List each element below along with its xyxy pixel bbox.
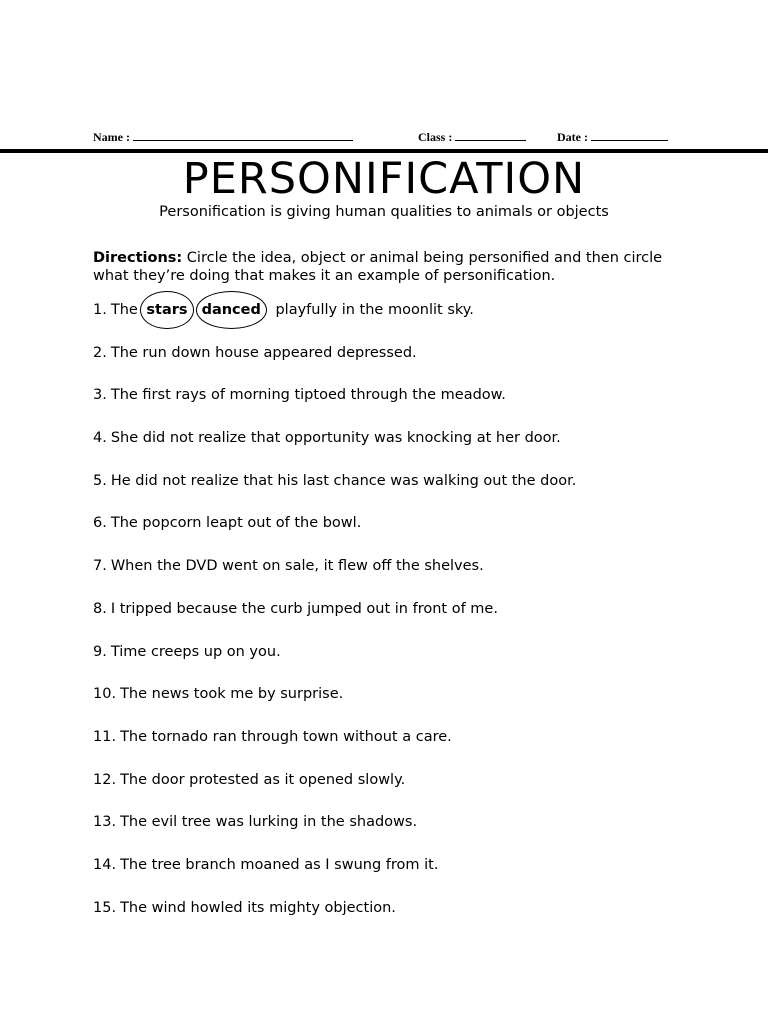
name-blank [133,129,353,141]
item-sentence: The tree branch moaned as I swung from it. [120,856,439,873]
item-number: 1. [93,302,107,318]
example-before-text: The [110,302,138,318]
list-item [93,684,733,727]
item-number: 3. [93,387,107,404]
name-label: Name : [93,130,130,144]
item-number: 2. [93,344,107,361]
item-sentence: The wind howled its mighty objection. [120,899,396,916]
item-number: 9. [93,643,107,660]
list-item [93,556,733,599]
directions [93,249,683,285]
item-sentence: He did not realize that his last chance was walking out the door. [110,472,577,489]
item-sentence: The tornado ran through town without a care. [120,728,452,745]
list-item [93,385,733,428]
student-info-header [93,129,768,145]
item-number: 11. [93,728,117,745]
page-title: PERSONIFICATION [182,154,586,204]
directions-text: Circle the idea, object or animal being personified and then circle what they’re doing that makes it an example of personification. [93,250,663,284]
item-number: 10. [93,686,117,703]
class-label: Class : [418,130,453,144]
class-blank [455,129,526,141]
item-number: 13. [93,814,117,831]
list-item [93,343,733,386]
date-blank [591,129,668,141]
exercise-list [93,300,733,940]
item-sentence: The first rays of morning tiptoed through the meadow. [110,387,506,404]
circled-word-subject [142,300,191,320]
list-item [93,855,733,898]
definition-text: Personification is giving human qualities to animals or objects [159,204,609,220]
circle-mark [196,291,267,329]
item-number: 5. [93,472,107,489]
item-sentence: I tripped because the curb jumped out in front of me. [110,600,498,617]
item-number: 15. [93,899,117,916]
circled-word-action [198,300,265,320]
item-number: 4. [93,430,107,447]
item-sentence: The popcorn leapt out of the bowl. [110,515,362,532]
list-item [93,812,733,855]
example-after-text: playfully in the moonlit sky. [275,302,474,318]
list-item [93,513,733,556]
list-item [93,428,733,471]
directions-label: Directions: [93,250,183,266]
item-number: 8. [93,600,107,617]
list-item [93,599,733,642]
item-sentence: When the DVD went on sale, it flew off the shelves. [110,558,484,575]
item-sentence: The evil tree was lurking in the shadows. [120,814,418,831]
circle-mark [140,291,193,329]
date-label: Date : [557,130,588,144]
item-number: 12. [93,771,117,788]
item-sentence: The news took me by surprise. [120,686,344,703]
item-number: 6. [93,515,107,532]
list-item [93,471,733,514]
name-field [93,129,353,145]
list-item [93,770,733,813]
item-sentence: She did not realize that opportunity was knocking at her door. [110,430,561,447]
list-item [93,727,733,770]
date-field [557,129,668,145]
item-number: 14. [93,856,117,873]
list-item [93,898,733,941]
circled-word-danced: danced [201,302,261,318]
item-sentence: Time creeps up on you. [110,643,281,660]
item-number: 7. [93,558,107,575]
item-sentence: The run down house appeared depressed. [110,344,417,361]
example-item [93,300,733,343]
list-item [93,642,733,685]
circled-word-stars: stars [146,302,188,318]
item-sentence: The door protested as it opened slowly. [120,771,406,788]
class-field [418,129,526,145]
